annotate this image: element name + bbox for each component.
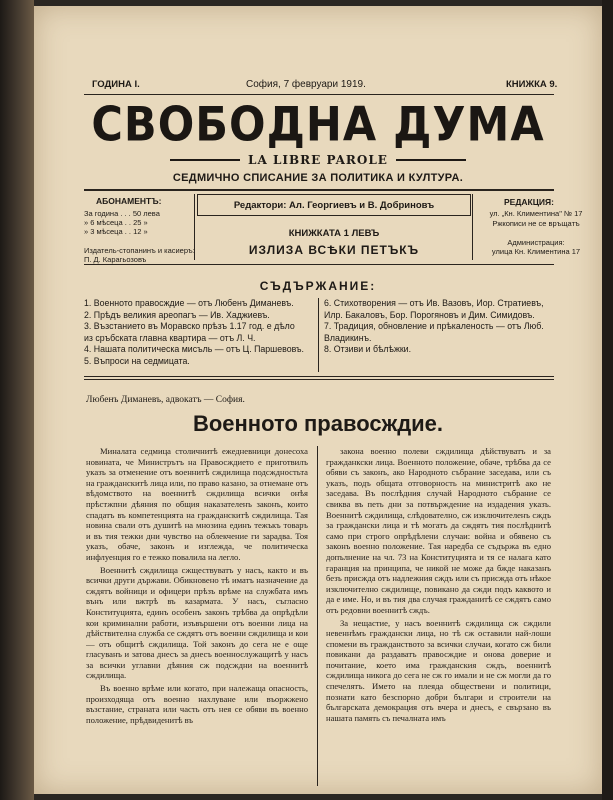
toc-item: Илр. Бакаловъ, Бор. Порогяновъ и Дим. Симидовъ.	[324, 309, 535, 320]
admin-address: улица Кн. Климентина 17	[491, 247, 581, 256]
toc-item: из сръбската главна квартира — отъ Л. Ч.	[84, 332, 256, 343]
publisher-line: Издатель-стопанинъ и касиеръ: П. Д. Карагьозовъ	[84, 246, 195, 264]
subtitle-dash-left	[170, 159, 240, 161]
toc-item: Владикинъ.	[324, 332, 372, 343]
article-column-left	[86, 446, 308, 786]
paragraph: закона военно полеви сждилища дѣйствуватъ и за гражданкски лица. Военното положение, обаче, трѣбва да се обяви съ законъ, ако Народното събрание заседава, или съ указъ, подъ общата отговорность на министритѣ ако не заседава. Въ послѣдния случай Народното събрание се свиква въ петь дни за потвърждение на издадения указъ. Военнитѣ сждилища, слѣдователно, сж изключителенъ сждъ за граждански лица и тѣ могатъ да сждятъ тия послѣднитѣ само при строго опрѣдѣлени случаи: война и обявено съ законъ военно положение. Тая наредба се съдържа въ едно допълнение на чл. 73 на Конституцията и тя се налага като гаранция на принципа, че никой не може да бжде наказанъ безъ присжда отъ надлежния сждъ или съ присжда отъ нѣкое изключително сждилище, повикано да сжди подъ каквото и да е име. Но, и въ тия два случая гражданитѣ се сждятъ само отъ редовни военнитѣ сждъ.	[326, 446, 551, 615]
contents-heading: СЪДЪРЖАНИЕ:	[259, 279, 377, 293]
toc-item: 5. Въпроси на седмицата.	[84, 355, 190, 366]
contents-bottom-rule-2	[84, 379, 554, 380]
contents-divider	[318, 298, 319, 372]
contents-right	[324, 298, 554, 356]
subscription-rate-3m: » 3 мѣсеца . . 12 »	[84, 227, 148, 236]
redaction-note: Ржкописи не се връщатъ	[492, 219, 580, 228]
column-divider	[317, 446, 318, 786]
article-column-right	[326, 446, 551, 786]
toc-item: 4. Нашата политическа мисъль — отъ Ц. Паршевовъ.	[84, 344, 304, 354]
toc-item: 6. Стихотворения — отъ Ив. Вазовъ, Иор. Стратиевъ,	[324, 298, 544, 308]
subscription-heading: АБОНАМЕНТЪ:	[96, 196, 162, 206]
newspaper-page	[34, 6, 602, 794]
editors-box: Редактори: Ал. Георгиевъ и В. Добриновъ	[197, 194, 471, 216]
place-date: София, 7 февруари 1919.	[246, 79, 366, 90]
redaction-heading: РЕДАКЦИЯ:	[504, 197, 554, 207]
toc-item: 1. Военното правосждие — отъ Любенъ Диманевъ.	[84, 298, 294, 308]
toc-item: 7. Традиция, обновление и прѣкаленость — отъ Люб.	[324, 321, 544, 331]
subtitle-dash-right	[396, 159, 466, 161]
paragraph: Военнитѣ сждилища сжществуватъ у насъ, както и въ всички други държави. Обикновено тѣ иматъ назначение да сждятъ войници и офицери прѣзъ врѣме на службата имъ вънъ или вжтрѣ въ казармата. У насъ, съгласно Конституцията, единъ особенъ законъ трѣбва да опрѣдѣли кои криминални работи, изъвършени отъ военни лица на дѣйствителна служба се сждятъ отъ военни сждилища и кои — отъ общитѣ сждилища. Той законъ до сега не е още гласуванъ и затова днесъ за днесъ военнослужащитѣ у насъ за всички углавни дѣяния сж подсждни на военнитѣ сждилища.	[86, 564, 308, 681]
year-label: ГОДИНА I.	[92, 79, 140, 90]
tagline: СЕДМИЧНО СПИСАНИЕ ЗА ПОЛИТИКА И КУЛТУРА.	[172, 172, 464, 184]
article-title: Военното правосждие.	[192, 411, 444, 436]
paragraph: Миналата седмица столичнитѣ ежедневници донесоха новината, че Министрътъ на Правосждието е приготвилъ указъ за отменение отъ военнитѣ сждилища подсждностьта на гражданскитѣ лица или, по право казано, за отнемане отъ вѣдомството на военнитѣ сждилища всички онѣя прѣстжпни дѣяния по общия наказателенъ законъ, които спадатъ въ компетенцията на гражданскитѣ сждилища. Тая новина свали отъ душитѣ на мнозина единъ тежъкъ товаръ и въ тия тежки дни чувство на облекчение ги зарадва. Тоя указъ, обаче, законъ и изглежда, че политическа инфлуенция го е тежко повалила на легло.	[86, 446, 308, 562]
publication-schedule: ИЗЛИЗА ВСѢКИ ПЕТЪКЪ	[248, 243, 420, 257]
contents-bottom-rule-1	[84, 376, 554, 377]
issue-label: КНИЖКА 9.	[506, 79, 558, 90]
subscription-rates	[84, 209, 196, 236]
contents-left	[84, 298, 319, 367]
contents-top-rule	[84, 264, 554, 265]
paragraph: Въ военно врѣме или когато, при належаща опасность, произходяща отъ военно нахлуване или въоржжено възстание, страната или часть отъ нея се обяви въ военно положение, прѣдвиденитѣ въ	[86, 683, 308, 725]
toc-item: 2. Прѣдъ великия ареопагъ — Ив. Хаджиевъ.	[84, 309, 270, 320]
subtitle-row	[34, 153, 602, 167]
redaction-address: ул. „Кн. Климентина" № 17	[489, 209, 583, 218]
toc-item: 8. Отзиви и бѣлѣжки.	[324, 344, 412, 354]
article-byline: Любенъ Диманевъ, адвокатъ — София.	[86, 395, 245, 405]
admin-heading: Администрация:	[507, 238, 565, 247]
header-rule	[84, 94, 554, 95]
masthead-subtitle: LA LIBRE PAROLE	[248, 153, 388, 167]
header-divider-right	[472, 194, 473, 260]
paragraph: За нещастие, у насъ военнитѣ сждилища сж сждили невеннѣмъ граждански лица, но тѣ сж оставили най-лоши спомени въ гражданството за всички случаи, когато сж били повикани да раздаватъ правосждие и онова доверие и почитание, което има гражданския сждъ, военнитѣ сждилища никога до сега не сж го имали и не сж могли да го спечелятъ. Името на плеяда обществени и политици, познати като безспорно добри българи и строители на българската демокрация отъ вчера и днесъ, е свързано въ нашата память съ печалната имъ	[326, 617, 551, 723]
book-binding	[0, 0, 34, 800]
toc-item: 3. Възстанието въ Моравско прѣзъ 1.17 год. е дѣло	[84, 321, 295, 331]
subscription-rate-6m: » 6 мѣсеца . . 25 »	[84, 218, 148, 227]
header-divider-left	[194, 194, 195, 260]
page-edge-shadow	[602, 0, 613, 800]
masthead-rule	[84, 189, 554, 191]
subscription-rate-year: За година . . . 50 лева	[84, 209, 160, 218]
masthead-title: СВОБОДНА ДУМА	[91, 97, 545, 153]
issue-price: КНИЖКАТА 1 ЛЕВЪ	[288, 228, 380, 239]
